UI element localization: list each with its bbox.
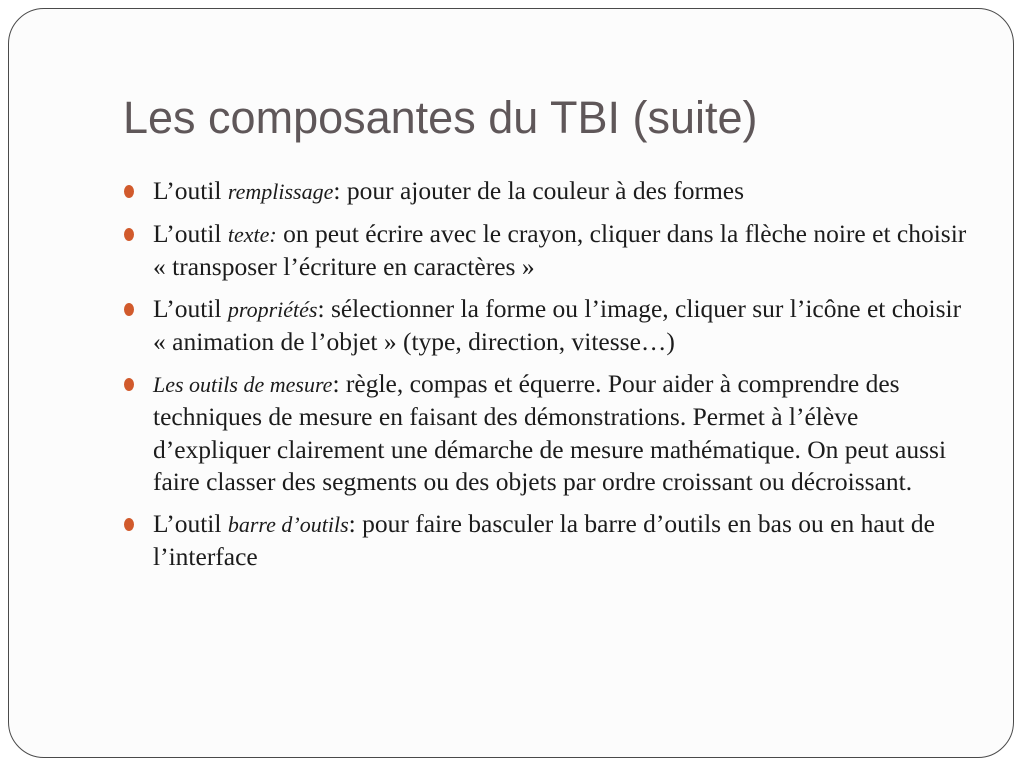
bullet-prefix: L’outil [153,508,228,538]
bullet-icon [124,303,134,316]
bullet-term: propriétés [227,296,318,322]
bullet-term: barre d’outils [227,511,349,537]
bullet-icon [124,518,134,531]
bullet-list [153,175,973,583]
bullet-text: : pour faire basculer la barre d’outils en bas ou en haut de l’interface [153,508,935,571]
bullet-prefix: L’outil [153,176,228,205]
list-item [153,175,973,209]
slide-title: Les composantes du TBI (suite) [123,92,758,143]
slide-frame [8,8,1014,758]
list-item [153,218,973,284]
bullet-text: : sélectionner la forme ou l’image, cliquer sur l’icône et choisir « animation de l’objet » (type, direction, vitesse…) [153,293,962,356]
list-item [153,368,973,499]
bullet-term: texte: [227,221,277,247]
bullet-prefix: L’outil [153,218,228,248]
bullet-text: : pour ajouter de la couleur à des formes [333,176,745,205]
bullet-text: : règle, compas et équerre. Pour aider à comprendre des techniques de mesure en faisant des démonstrations. Permet à l’élève d’expliquer clairement une démarche de mesure mathématique. On peut aussi faire classer des segments ou des objets par ordre croissant ou décroissant. [153,368,947,496]
bullet-term: remplissage [227,179,334,204]
bullet-icon [124,228,134,241]
list-item [153,293,973,359]
list-item [153,508,973,574]
bullet-term: Les outils de mesure [153,371,333,397]
bullet-prefix: L’outil [153,293,228,323]
bullet-icon [124,185,134,198]
bullet-text: on peut écrire avec le crayon, cliquer dans la flèche noire et choisir « transposer l’écriture en caractères » [153,218,967,281]
bullet-icon [124,378,134,391]
